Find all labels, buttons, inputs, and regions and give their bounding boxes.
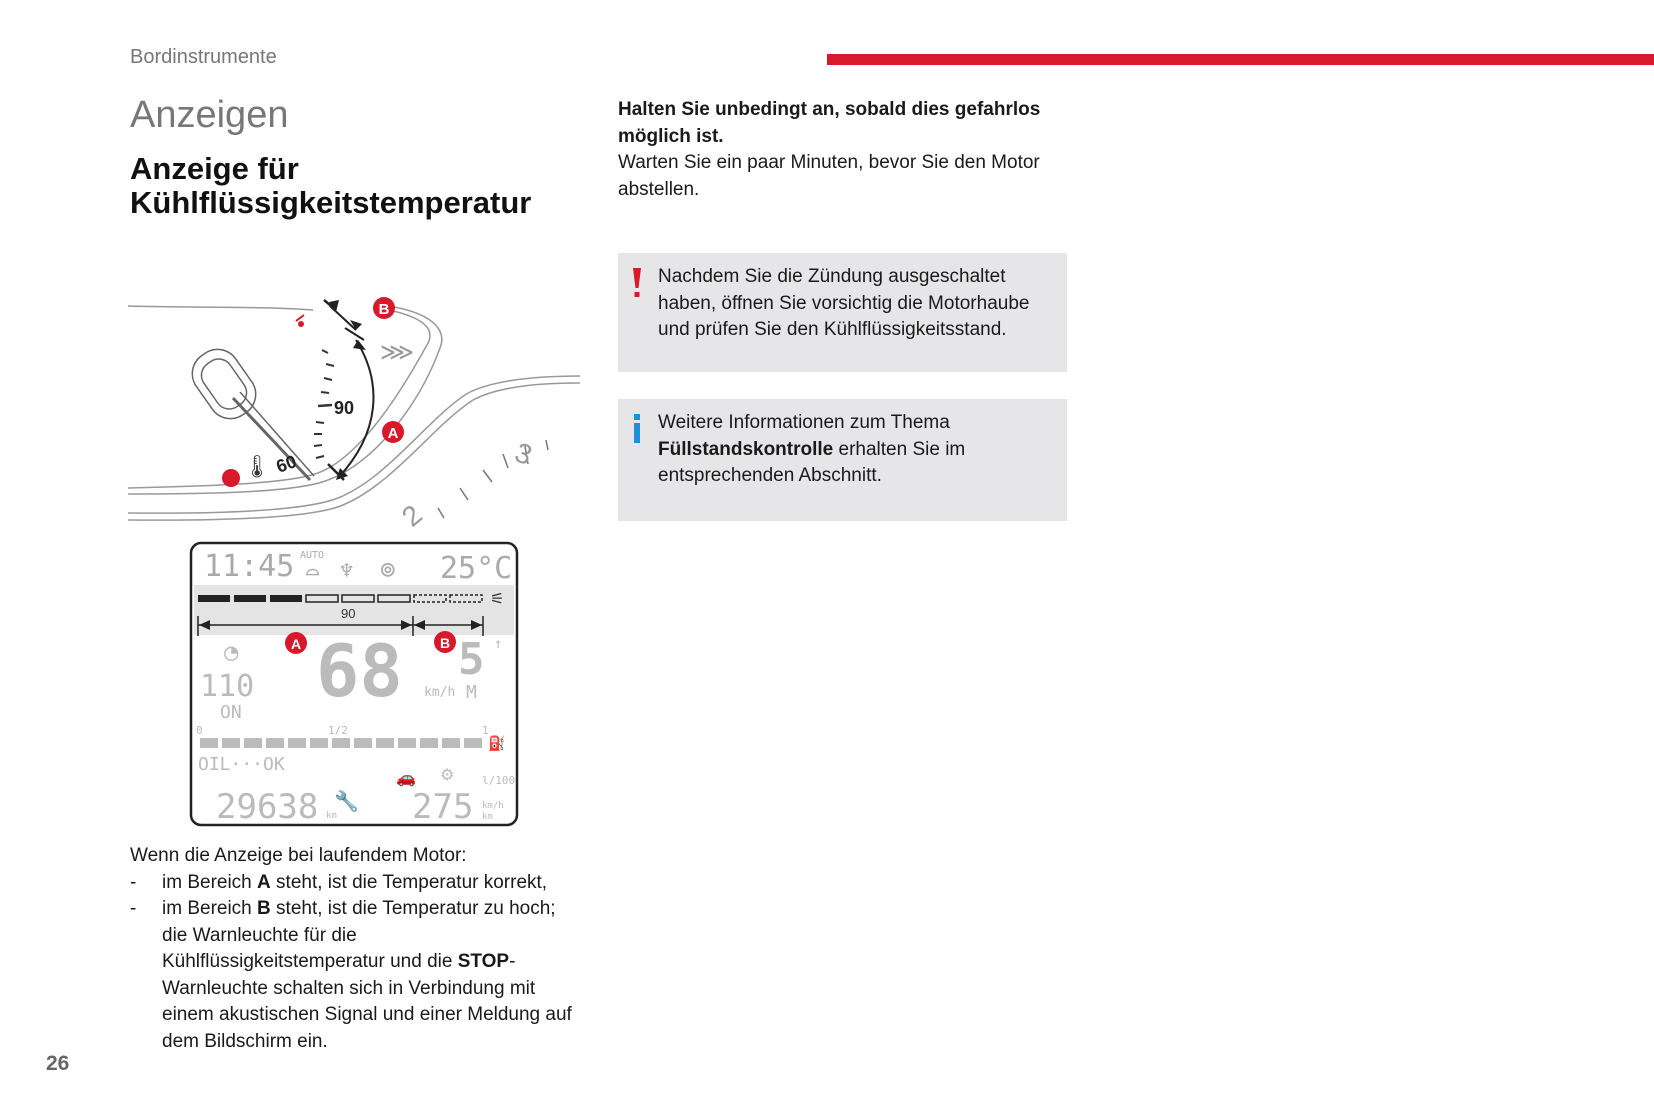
lcd-outside-temp: 25°C xyxy=(440,551,513,586)
wiper-icon: ⌓ xyxy=(306,561,320,586)
gauge-label-60: 60 xyxy=(273,451,300,477)
item2-bold2: STOP xyxy=(457,951,510,972)
red-zone-marks xyxy=(296,315,304,321)
arrow-head-a-top xyxy=(353,340,366,350)
subtitle-line-1: Anzeige für xyxy=(130,151,299,186)
lcd-bar-label-90: 90 xyxy=(341,606,356,621)
section-subtitle xyxy=(130,152,590,220)
hot-indicator-dot xyxy=(222,469,240,487)
lcd-coolant-icon: ⚟ xyxy=(490,589,505,608)
lcd-cruise-speed: 110 xyxy=(200,669,255,704)
item2-post1: steht, ist die Temperatur zu hoch; die Warnleuchte für die Kühlflüssigkeitstemperatur und die xyxy=(162,898,556,972)
info-text xyxy=(658,410,1058,490)
warning-text: Warten Sie ein paar Minuten, bevor Sie den Motor abstellen. xyxy=(618,152,1040,200)
lcd-zone-b-label: B xyxy=(439,635,451,651)
info-bold: Füllstandskontrolle xyxy=(658,438,834,460)
gear-2-label: 2 xyxy=(395,498,428,533)
info-post: erhalten Sie im entsprechenden Abschnitt. xyxy=(658,438,966,486)
lcd-fuel-pump-icon: ⛽ xyxy=(488,736,506,752)
lcd-odo-unit: km xyxy=(326,811,337,821)
list-item xyxy=(130,870,580,897)
warning-notice xyxy=(618,97,1068,203)
item2-bold: B xyxy=(257,898,271,919)
illustration-svg xyxy=(128,288,580,838)
lcd-display xyxy=(191,543,517,827)
zone-b-label: B xyxy=(378,301,390,318)
lcd-range-unit-bottom: km xyxy=(482,812,493,822)
item1-bold: A xyxy=(257,871,271,893)
seat-icon: ♆ xyxy=(340,559,354,584)
lcd-fuel-half: 1/2 xyxy=(328,724,348,737)
warning-bold: Halten Sie unbedingt an, sobald dies gefahrlos möglich ist. xyxy=(618,99,1041,147)
chevron-right-icon: ⋙ xyxy=(380,338,415,366)
speed-limiter-icon: ⊚ xyxy=(380,555,396,585)
caution-text: Nachdem Sie die Zündung ausgeschaltet haben, öffnen Sie vorsichtig die Motorhaube und prüfen Sie den Kühlflüssigkeitsstand. xyxy=(658,266,1030,340)
lcd-fuel-1: 1 xyxy=(482,724,489,737)
lcd-on-label: ON xyxy=(220,702,242,723)
lcd-car-icon: 🚗 xyxy=(396,768,416,787)
page-number: 26 xyxy=(46,1052,70,1075)
item2-pre: im Bereich xyxy=(162,898,258,919)
info-icon xyxy=(630,413,644,447)
item1-pre: im Bereich xyxy=(162,871,258,893)
item1-post: steht, ist die Temperatur korrekt, xyxy=(270,871,548,893)
red-zone-dot xyxy=(298,321,304,327)
gauge-label-90: 90 xyxy=(334,398,355,418)
lcd-range: 275 xyxy=(412,787,474,827)
page-title: Anzeigen xyxy=(130,94,289,136)
lcd-speed: 68 xyxy=(316,629,403,713)
lcd-speed-unit: km/h xyxy=(424,685,456,700)
lcd-consumption-unit: l/100 xyxy=(482,774,516,787)
header-accent-bar xyxy=(827,54,1654,65)
caution-box xyxy=(618,253,1067,372)
subtitle-line-2: Kühlflüssigkeitstemperatur xyxy=(130,185,532,220)
list-item xyxy=(130,896,580,1055)
lcd-mode: M xyxy=(466,682,477,703)
list-dash: - xyxy=(130,871,137,893)
coolant-temp-icon: 🌡 xyxy=(243,455,271,480)
body-intro: Wenn die Anzeige bei laufendem Motor: xyxy=(130,845,467,866)
lcd-speedometer-icon: ◔ xyxy=(224,638,239,666)
list-dash: - xyxy=(130,898,137,919)
zone-a-label: A xyxy=(387,425,399,442)
exclamation-icon xyxy=(630,267,644,301)
zone-arrows xyxy=(324,300,373,478)
body-text xyxy=(130,843,580,1055)
lcd-consumption-icon: ⚙ xyxy=(440,765,455,784)
lcd-range-unit-top: km/h xyxy=(482,801,504,811)
lcd-oil-status: OIL···OK xyxy=(198,754,285,775)
info-box xyxy=(618,399,1067,521)
info-pre: Weitere Informationen zum Thema xyxy=(658,412,950,433)
item2-post2: -Warnleuchte schalten sich in Verbindung mit einem akustischen Signal und einer Meldung auf dem Bildschirm ein. xyxy=(162,951,572,1052)
section-header: Bordinstrumente xyxy=(130,46,277,68)
lcd-gear: 5 xyxy=(458,634,485,685)
lcd-auto-label: AUTO xyxy=(300,550,325,561)
coolant-gauge-illustration xyxy=(128,288,580,838)
lcd-fuel-0: 0 xyxy=(196,724,203,737)
gear-3-label: 3 xyxy=(510,436,537,471)
lcd-odometer: 29638 xyxy=(216,787,319,827)
gear-up-arrow-icon: ↑ xyxy=(494,636,503,652)
lcd-clock: 11:45 xyxy=(204,549,295,584)
wrench-icon: 🔧 xyxy=(334,789,359,813)
lcd-zone-a-label: A xyxy=(290,636,302,652)
gauge-ticks xyxy=(314,350,334,458)
